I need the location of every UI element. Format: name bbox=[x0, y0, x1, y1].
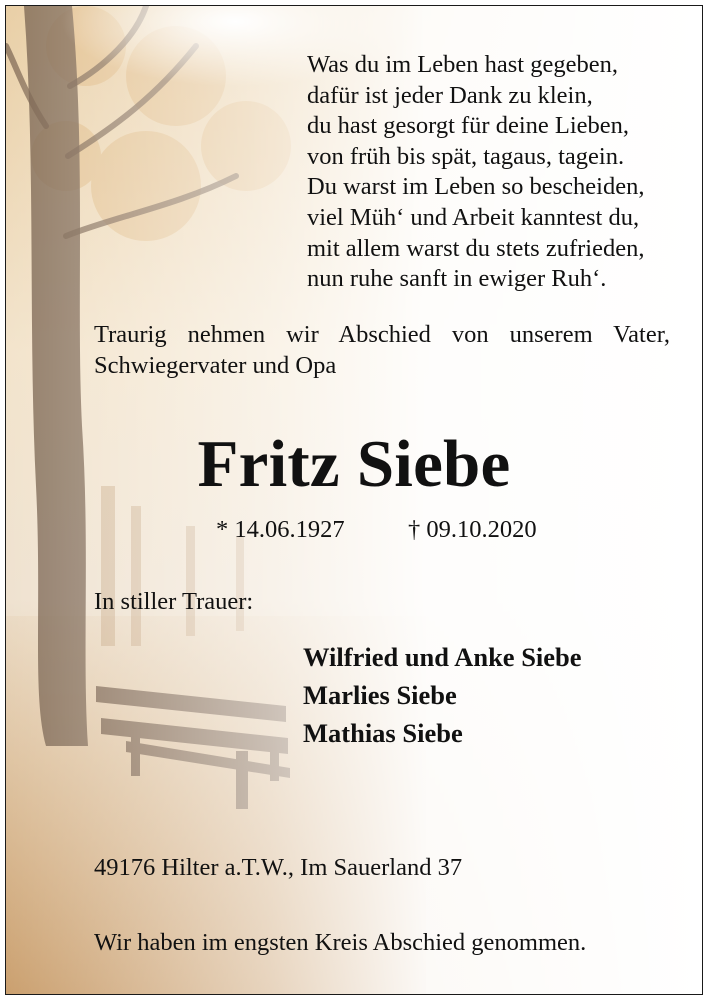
poem-line: Du warst im Leben so bescheiden, bbox=[307, 173, 645, 201]
intro-text bbox=[94, 320, 670, 381]
intro-line: Traurig nehmen wir Abschied von unserem Vater, bbox=[94, 321, 670, 348]
obituary-notice bbox=[5, 5, 703, 995]
memorial-poem bbox=[307, 50, 644, 295]
mourning-label: In stiller Trauer: bbox=[94, 588, 254, 615]
closing-note: Wir haben im engsten Kreis Abschied genommen. bbox=[94, 929, 587, 956]
address: 49176 Hilter a.T.W., Im Sauerland 37 bbox=[94, 854, 463, 881]
poem-line: von früh bis spät, tagaus, tagein. bbox=[307, 142, 625, 170]
death-date: † 09.10.2020 bbox=[408, 516, 537, 543]
family-member: Mathias Siebe bbox=[303, 718, 463, 748]
poem-line: nun ruhe sanft in ewiger Ruh‘. bbox=[307, 265, 607, 293]
birth-date: * 14.06.1927 bbox=[216, 516, 345, 543]
family-member: Marlies Siebe bbox=[303, 680, 457, 710]
family-member: Wilfried und Anke Siebe bbox=[303, 642, 582, 672]
notice-content bbox=[6, 6, 702, 994]
poem-line: du hast gesorgt für deine Lieben, bbox=[307, 112, 630, 140]
family-list bbox=[303, 638, 582, 752]
poem-line: viel Müh‘ und Arbeit kanntest du, bbox=[307, 203, 640, 231]
intro-line: Schwiegervater und Opa bbox=[94, 351, 337, 379]
poem-line: Was du im Leben hast gegeben, bbox=[307, 51, 618, 78]
deceased-name: Fritz Siebe bbox=[197, 427, 511, 501]
poem-line: mit allem warst du stets zufrieden, bbox=[307, 234, 645, 262]
poem-line: dafür ist jeder Dank zu klein, bbox=[307, 81, 593, 109]
